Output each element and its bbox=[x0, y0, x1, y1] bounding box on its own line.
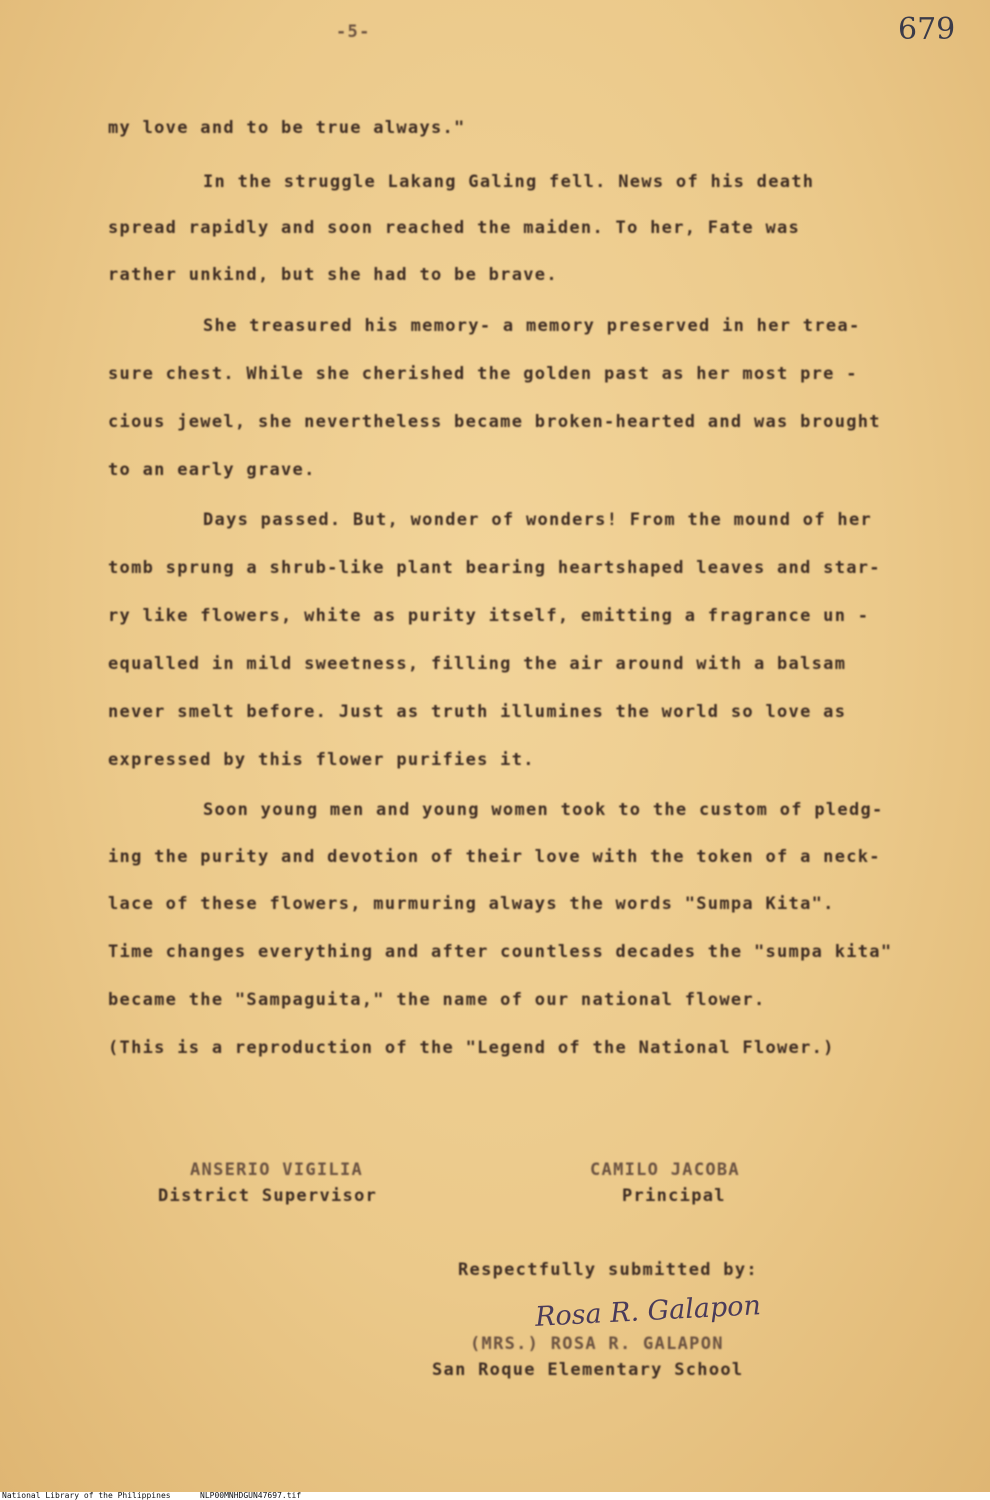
body-line: Days passed. But, wonder of wonders! From the mound of her bbox=[203, 510, 873, 530]
body-line: rather unkind, but she had to be brave. bbox=[108, 265, 558, 285]
body-line: Time changes everything and after countless decades the "sumpa kita" bbox=[108, 942, 893, 962]
scan-filename: NLP00MNHDGUN47697.tif bbox=[200, 1491, 302, 1500]
supervisor-name: ANSERIO VIGILIA bbox=[190, 1160, 364, 1180]
submitted-by-label: Respectfully submitted by: bbox=[458, 1260, 758, 1280]
library-credit: National Library of the Philippines bbox=[2, 1491, 171, 1500]
body-line: never smelt before. Just as truth illumines the world so love as bbox=[108, 702, 847, 722]
body-line: became the "Sampaguita," the name of our national flower. bbox=[108, 990, 766, 1010]
body-line: She treasured his memory- a memory preserved in her trea- bbox=[203, 316, 861, 336]
scan-footer bbox=[0, 1492, 990, 1500]
body-line: expressed by this flower purifies it. bbox=[108, 750, 535, 770]
body-line: Soon young men and young women took to the custom of pledg- bbox=[203, 800, 884, 820]
body-line: to an early grave. bbox=[108, 460, 316, 480]
body-line: (This is a reproduction of the "Legend of the National Flower.) bbox=[108, 1038, 835, 1058]
body-line: equalled in mild sweetness, filling the air around with a balsam bbox=[108, 654, 847, 674]
body-line: cious jewel, she nevertheless became broken-hearted and was brought bbox=[108, 412, 881, 432]
body-line: ing the purity and devotion of their love with the token of a neck- bbox=[108, 847, 881, 867]
body-line: lace of these flowers, murmuring always the words "Sumpa Kita". bbox=[108, 894, 835, 914]
supervisor-title: District Supervisor bbox=[158, 1186, 378, 1206]
body-line: ry like flowers, white as purity itself, emitting a fragrance un - bbox=[108, 606, 870, 626]
body-line: spread rapidly and soon reached the maiden. To her, Fate was bbox=[108, 218, 801, 238]
submitter-name: (MRS.) ROSA R. GALAPON bbox=[470, 1334, 724, 1354]
handwritten-signature: Rosa R. Galapon bbox=[534, 1290, 762, 1333]
principal-title: Principal bbox=[622, 1186, 726, 1206]
school-name: San Roque Elementary School bbox=[432, 1360, 744, 1380]
body-line: tomb sprung a shrub-like plant bearing heartshaped leaves and star- bbox=[108, 558, 881, 578]
archive-number: 679 bbox=[898, 12, 956, 47]
body-line: my love and to be true always." bbox=[108, 118, 466, 138]
page-number: -5- bbox=[336, 22, 371, 42]
principal-name: CAMILO JACOBA bbox=[590, 1160, 740, 1180]
body-line: In the struggle Lakang Galing fell. News of his death bbox=[203, 172, 815, 192]
body-line: sure chest. While she cherished the golden past as her most pre - bbox=[108, 364, 858, 384]
